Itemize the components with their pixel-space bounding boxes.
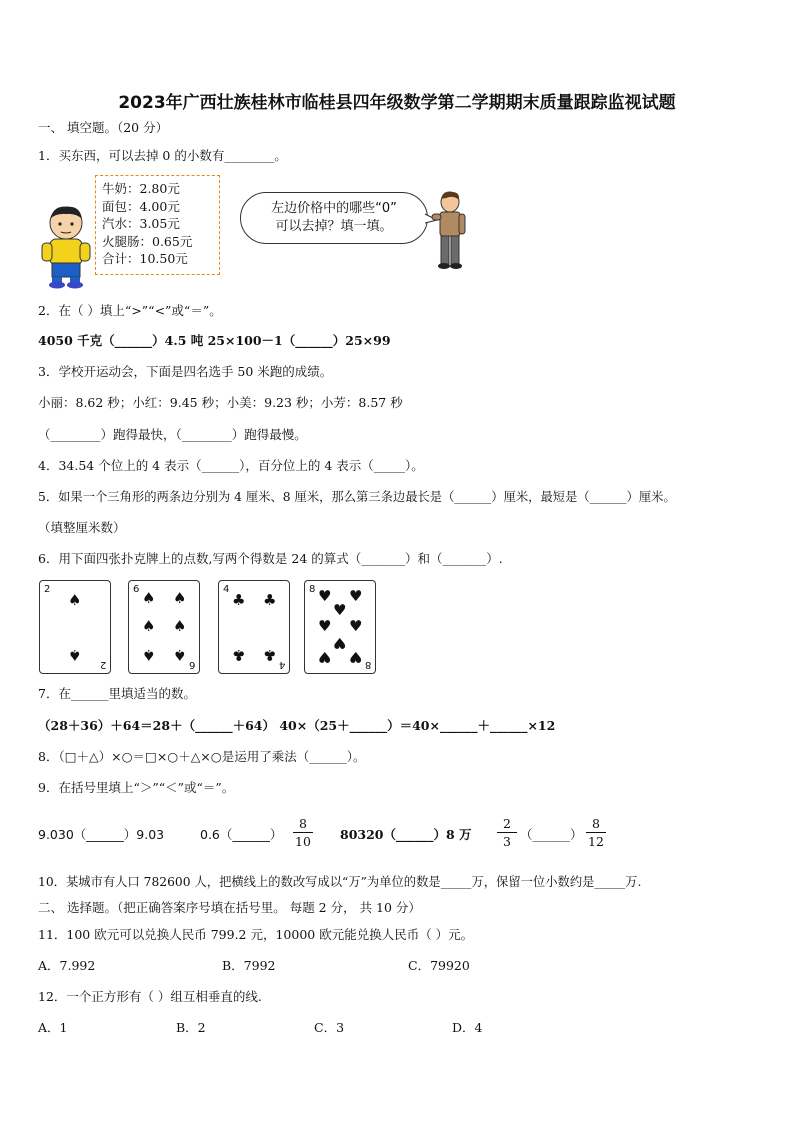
question-7-line: （28＋36）＋64＝28＋（______＋64） 40×（25＋______）＝40×______＋______×12 xyxy=(38,718,556,733)
question-9-compare-4: （______） xyxy=(520,827,583,842)
spade-icon: ♠ xyxy=(142,617,156,635)
card-rank: 8 xyxy=(309,584,316,595)
question-5: 5．如果一个三角形的两条边分别为 4 厘米、8 厘米，那么第三条边最长是（______）厘米，最短是（______）厘米。 xyxy=(38,490,676,504)
fraction-denominator: 10 xyxy=(295,834,311,849)
card-rank: 6 xyxy=(188,659,195,670)
card-rank: 8 xyxy=(364,659,371,670)
question-3-times: 小丽：8.62 秒；小红：9.45 秒；小美：9.23 秒；小芳：8.57 秒 xyxy=(38,395,403,410)
price-bread: 面包：4.00元 xyxy=(102,198,180,214)
card-rank: 2 xyxy=(99,659,106,670)
fraction-denominator: 3 xyxy=(503,834,511,849)
question-5-note: （填整厘米数） xyxy=(38,520,126,535)
speech-bubble xyxy=(240,192,428,244)
question-12-option-c: C．3 xyxy=(314,1020,345,1035)
fraction-numerator: 8 xyxy=(586,816,606,833)
question-12-option-d: D．4 xyxy=(452,1020,483,1035)
question-8: 8．（□＋△）×○＝□×○＋△×○是运用了乘法（______）。 xyxy=(38,749,366,764)
price-sausage: 火腿肠：0.65元 xyxy=(102,233,193,249)
price-total: 合计：10.50元 xyxy=(102,251,188,266)
bubble-line-1: 左边价格中的哪些“0” xyxy=(271,201,397,216)
card-rank: 4 xyxy=(223,584,230,595)
question-1: 1．买东西，可以去掉 0 的小数有________。 xyxy=(38,148,287,163)
heart-icon: ♥ xyxy=(349,587,363,605)
question-12: 12．一个正方形有（ ）组互相垂直的线. xyxy=(38,989,262,1004)
spade-icon: ♠ xyxy=(142,589,156,607)
club-icon: ♣ xyxy=(263,591,277,609)
spade-icon: ♠ xyxy=(173,589,187,607)
card-rank: 4 xyxy=(278,659,285,670)
card-two-spades xyxy=(39,580,111,674)
question-2-line: 4050 千克（______）4.5 吨 25×100－1（______）25×99 xyxy=(38,333,391,348)
fraction-8-10 xyxy=(293,816,313,849)
question-9: 9．在括号里填上“＞”“＜”或“＝”。 xyxy=(38,780,235,795)
section-choice-heading: 二、 选择题。（把正确答案序号填在括号里。 每题 2 分， 共 10 分） xyxy=(38,900,421,915)
question-9-compare-1: 9.030（______）9.03 xyxy=(38,827,165,842)
price-list xyxy=(95,175,220,275)
club-icon: ♣ xyxy=(263,646,277,664)
fraction-8-12 xyxy=(586,816,606,849)
section-fill-blank-heading: 一、 填空题。（20 分） xyxy=(38,120,169,135)
bubble-line-2: 可以去掉？填一填。 xyxy=(275,219,393,234)
question-6: 6．用下面四张扑克牌上的点数,写两个得数是 24 的算式（_______）和（_______）. xyxy=(38,551,503,566)
question-3: 3．学校开运动会，下面是四名选手 50 米跑的成绩。 xyxy=(38,364,333,379)
spade-icon: ♠ xyxy=(68,591,82,609)
question-11-option-c: C．79920 xyxy=(408,958,470,973)
price-soda: 汽水：3.05元 xyxy=(102,216,180,231)
spade-icon: ♠ xyxy=(142,646,156,664)
page-title: 2023年广西壮族桂林市临桂县四年级数学第二学期期末质量跟踪监视试题 xyxy=(118,93,676,113)
heart-icon: ♥ xyxy=(349,617,363,635)
question-4: 4．34.54 个位上的 4 表示（______），百分位上的 4 表示（_____）。 xyxy=(38,458,424,473)
fraction-2-3 xyxy=(497,816,517,849)
heart-icon: ♥ xyxy=(333,634,347,652)
card-six-spades xyxy=(128,580,200,674)
spade-icon: ♠ xyxy=(173,617,187,635)
question-10: 10．某城市有人口 782600 人，把横线上的数改写成以“万”为单位的数是_____万，保留一位小数约是_____万. xyxy=(38,875,642,889)
question-7: 7．在______里填适当的数。 xyxy=(38,686,196,701)
heart-icon: ♥ xyxy=(349,648,363,666)
question-11-option-b: B．7992 xyxy=(222,958,276,973)
boy-illustration xyxy=(40,203,92,289)
fraction-denominator: 12 xyxy=(588,834,604,849)
price-milk: 牛奶：2.80元 xyxy=(102,181,180,196)
card-rank: 6 xyxy=(133,584,140,595)
fraction-numerator: 8 xyxy=(293,816,313,833)
card-eight-hearts xyxy=(304,580,376,674)
question-11: 11．100 欧元可以兑换人民币 799.2 元，10000 欧元能兑换人民币（ ）元。 xyxy=(38,927,474,942)
question-3-line: （________）跑得最快，（________）跑得最慢。 xyxy=(38,427,307,442)
fraction-numerator: 2 xyxy=(497,816,517,833)
spade-icon: ♠ xyxy=(173,646,187,664)
question-12-option-b: B．2 xyxy=(176,1020,206,1035)
man-illustration xyxy=(428,190,468,272)
question-12-option-a: A．1 xyxy=(38,1020,68,1035)
card-rank: 2 xyxy=(44,584,51,595)
question-9-compare-3: 80320（______）8 万 xyxy=(340,827,472,842)
card-four-clubs xyxy=(218,580,290,674)
question-9-compare-2: 0.6（______） xyxy=(200,827,283,842)
club-icon: ♣ xyxy=(232,591,246,609)
question-2: 2．在（ ）填上“>”“<”或“＝”。 xyxy=(38,303,222,318)
heart-icon: ♥ xyxy=(333,601,347,619)
heart-icon: ♥ xyxy=(318,617,332,635)
heart-icon: ♥ xyxy=(318,648,332,666)
heart-icon: ♥ xyxy=(318,587,332,605)
question-11-option-a: A．7.992 xyxy=(38,958,96,973)
club-icon: ♣ xyxy=(232,646,246,664)
spade-icon: ♠ xyxy=(68,646,82,664)
